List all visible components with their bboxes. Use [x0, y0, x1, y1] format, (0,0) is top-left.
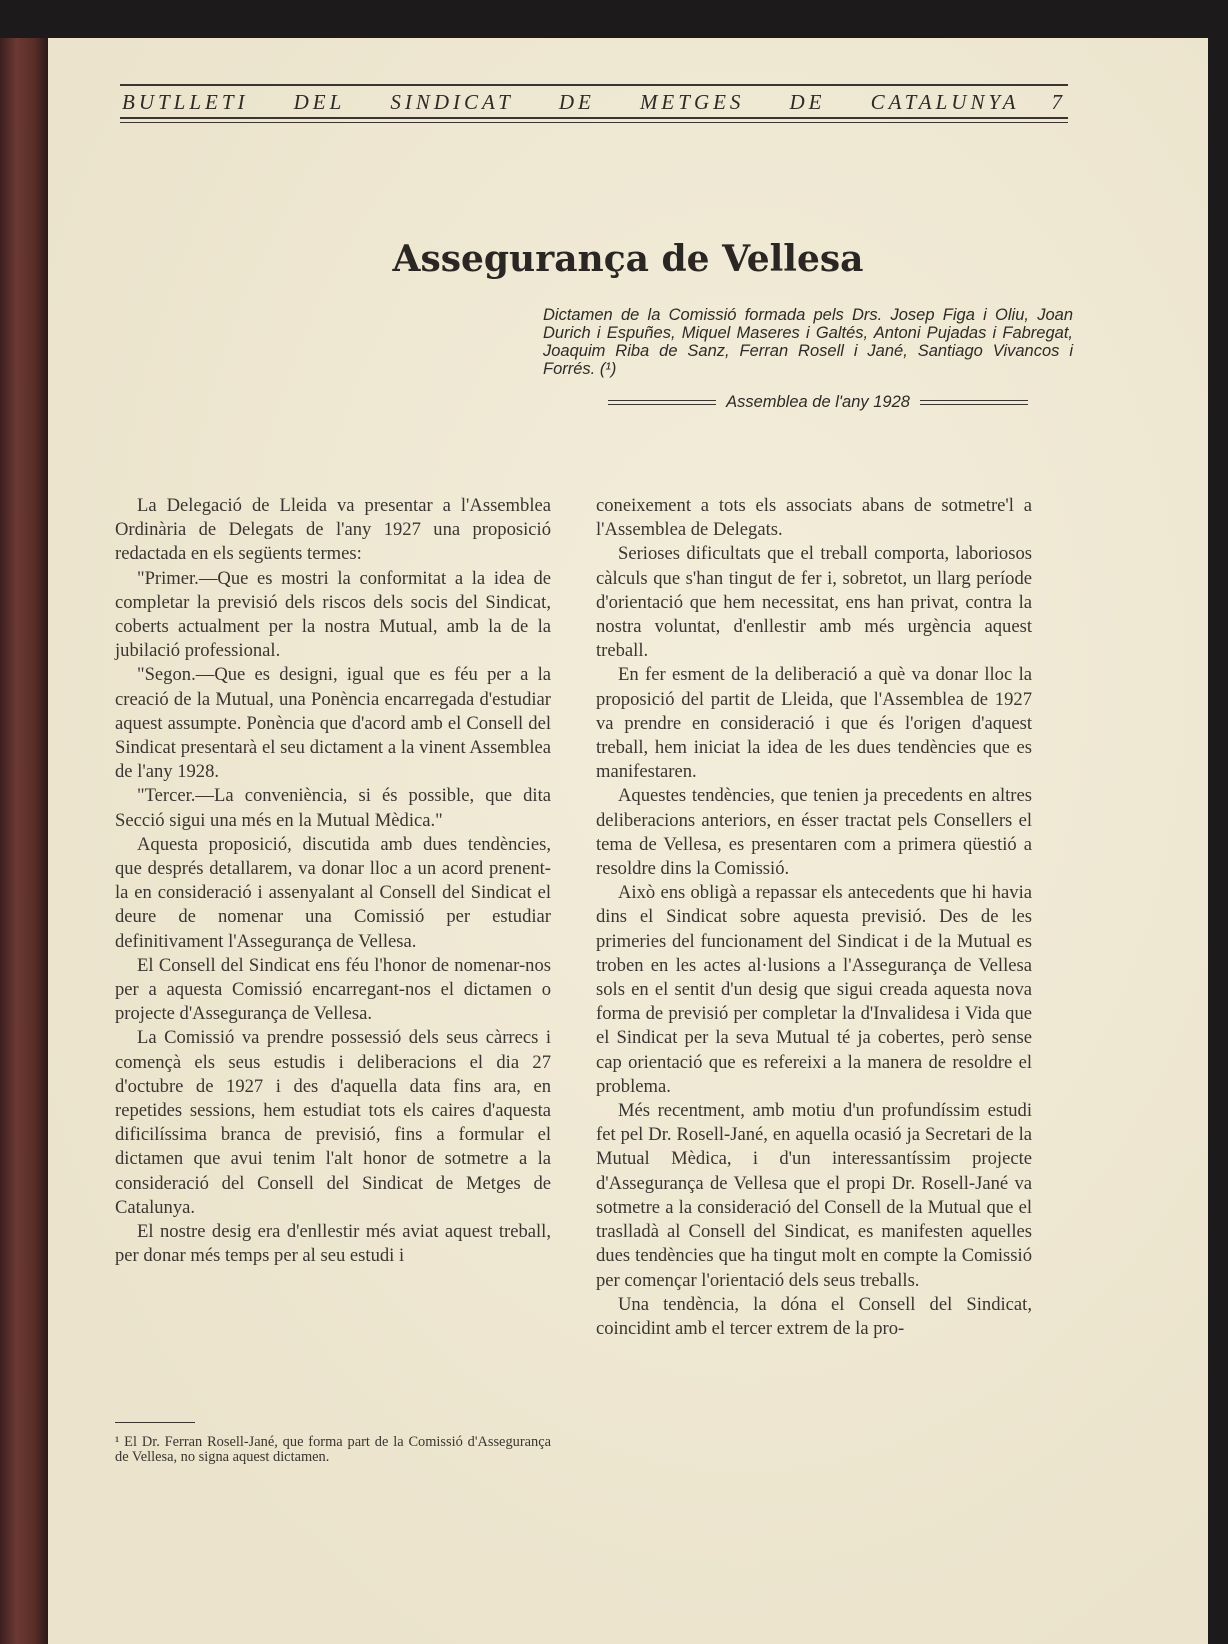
left-column [115, 494, 551, 1269]
paragraph: "Segon.—Que es designi, igual que es féu per a la creació de la Mutual, una Ponència encarregada d'estudiar aquest assumpte. Ponència que d'acord amb el Consell del Sindicat presentarà el seu dictament a la vinent Assemblea de l'any 1928. [115, 664, 551, 783]
paragraph: Aquestes tendències, que tenien ja precedents en altres deliberacions anteriors, en ésser tractat pels Consellers el tema de Vellesa, es presentaren com a primera qüestió a resoldre dins la Comissió. [596, 785, 1032, 880]
assembly-line [608, 393, 1028, 412]
article-title: Assegurança de Vellesa [392, 238, 864, 280]
double-rule-right [920, 400, 1028, 405]
document-page [48, 38, 1208, 1644]
paragraph: La Delegació de Lleida va presentar a l'Assemblea Ordinària de Delegats de l'any 1927 una proposició redactada en els següents termes: [115, 495, 551, 565]
paragraph: La Comissió va prendre possessió dels seus càrrecs i començà els seus estudis i deliberacions el dia 27 d'octubre de 1927 i des d'aquella data fins ara, en repetides sessions, hem estudiat tots els caires d'aquesta dificilíssima branca de previsió, fins a formular el dictamen que avui tenim l'alt honor de sotmetre a la consideració del Consell del Sindicat de Metges de Catalunya. [115, 1027, 551, 1218]
paragraph: coneixement a tots els associats abans de sotmetre'l a l'Assemblea de Delegats. [596, 495, 1032, 541]
header-rule-bottom [120, 117, 1068, 119]
right-column [596, 494, 1032, 1341]
footnote-rule [115, 1422, 195, 1423]
journal-title-word: SINDICAT [390, 90, 514, 114]
journal-title-word: METGES [639, 90, 745, 114]
journal-title-word: CATALUNYA [870, 90, 1020, 114]
paragraph: El nostre desig era d'enllestir més aviat aquest treball, per donar més temps per al seu estudi i [115, 1221, 551, 1267]
running-header [120, 84, 1068, 123]
commission-statement: Dictamen de la Comissió formada pels Drs. Josep Figa i Oliu, Joan Durich i Espuñes, Miquel Maseres i Galtés, Antoni Pujadas i Fabregat, Joaquim Riba de Sanz, Ferran Rosell i Jané, Santiago Vivancos i Forrés. (¹) [543, 306, 1073, 378]
journal-title-word: BUTLLETI [122, 90, 249, 114]
paragraph: Això ens obligà a repassar els antecedents que hi havia dins el Sindicat sobre aquesta previsió. Des de les primeries del funcionament del Sindicat i de la Mutual es troben en les actes al·lusions a l'Assegurança de Vellesa sols en el sentit d'un desig que sigui creada aquesta nova forma de previsió per completar la d'Invalidesa i Vida que el Sindicat per la seva Mutual té ja cobertes, però sense cap orientació que es refereixi a la manera de resoldre el problema. [596, 882, 1032, 1097]
page-number: 7 [1051, 90, 1066, 114]
assembly-label: Assemblea de l'any 1928 [726, 393, 910, 411]
paragraph: Aquesta proposició, discutida amb dues tendències, que després detallarem, va donar lloc a un acord prenent-la en consideració i assenyalant al Consell del Sindicat el deure de nomenar una Comissió per estudiar definitivament l'Assegurança de Vellesa. [115, 833, 551, 952]
double-rule-left [608, 400, 716, 405]
journal-title-word: DE [558, 90, 595, 114]
footnote: ¹ El Dr. Ferran Rosell-Jané, que forma part de la Comissió d'Assegurança de Vellesa, no signa aquest dictamen. [115, 1434, 551, 1465]
paragraph: En fer esment de la deliberació a què va donar lloc la proposició del partit de Lleida, que l'Assemblea de 1927 va prendre en consideració i que és l'origen d'aquest treball, hem iniciat la idea de les dues tendències que es manifestaren. [596, 664, 1032, 783]
paragraph: "Tercer.—La conveniència, si és possible, que dita Secció sigui una més en la Mutual Mèdica." [115, 785, 551, 831]
journal-title-word: DEL [293, 90, 346, 114]
paragraph: Una tendència, la dóna el Consell del Sindicat, coincidint amb el tercer extrem de la pro- [596, 1293, 1032, 1339]
paragraph: Més recentment, amb motiu d'un profundíssim estudi fet pel Dr. Rosell-Jané, en aquella ocasió ja Secretari de la Mutual Mèdica, i d'un interessantíssim projecte d'Assegurança de Vellesa que el propi Dr. Rosell-Jané va sotmetre a la consideració del Consell de la Mutual que el traslladà al Consell del Sindicat, es manifesten aquelles dues tendències que ha tingut molt en compte la Comissió per començar l'orientació dels seus treballs. [596, 1100, 1032, 1291]
paragraph: El Consell del Sindicat ens féu l'honor de nomenar-nos per a aquesta Comissió encarregant-nos el dictamen o projecte d'Assegurança de Vellesa. [115, 954, 551, 1025]
header-rule-thin [120, 122, 1068, 123]
journal-title [122, 90, 1052, 115]
paragraph: Serioses dificultats que el treball comporta, laboriosos càlculs que s'han tingut de fer i, sobretot, un llarg període d'orientació que hem necessitat, ens han privat, contra la nostra voluntat, d'enllestir amb més urgència aquest treball. [596, 543, 1032, 662]
book-binding [0, 38, 48, 1644]
journal-title-word: DE [789, 90, 826, 114]
paragraph: "Primer.—Que es mostri la conformitat a la idea de completar la previsió dels riscos dels socis del Sindicat, coberts actualment per la nostra Mutual, amb la de la jubilació professional. [115, 567, 551, 662]
